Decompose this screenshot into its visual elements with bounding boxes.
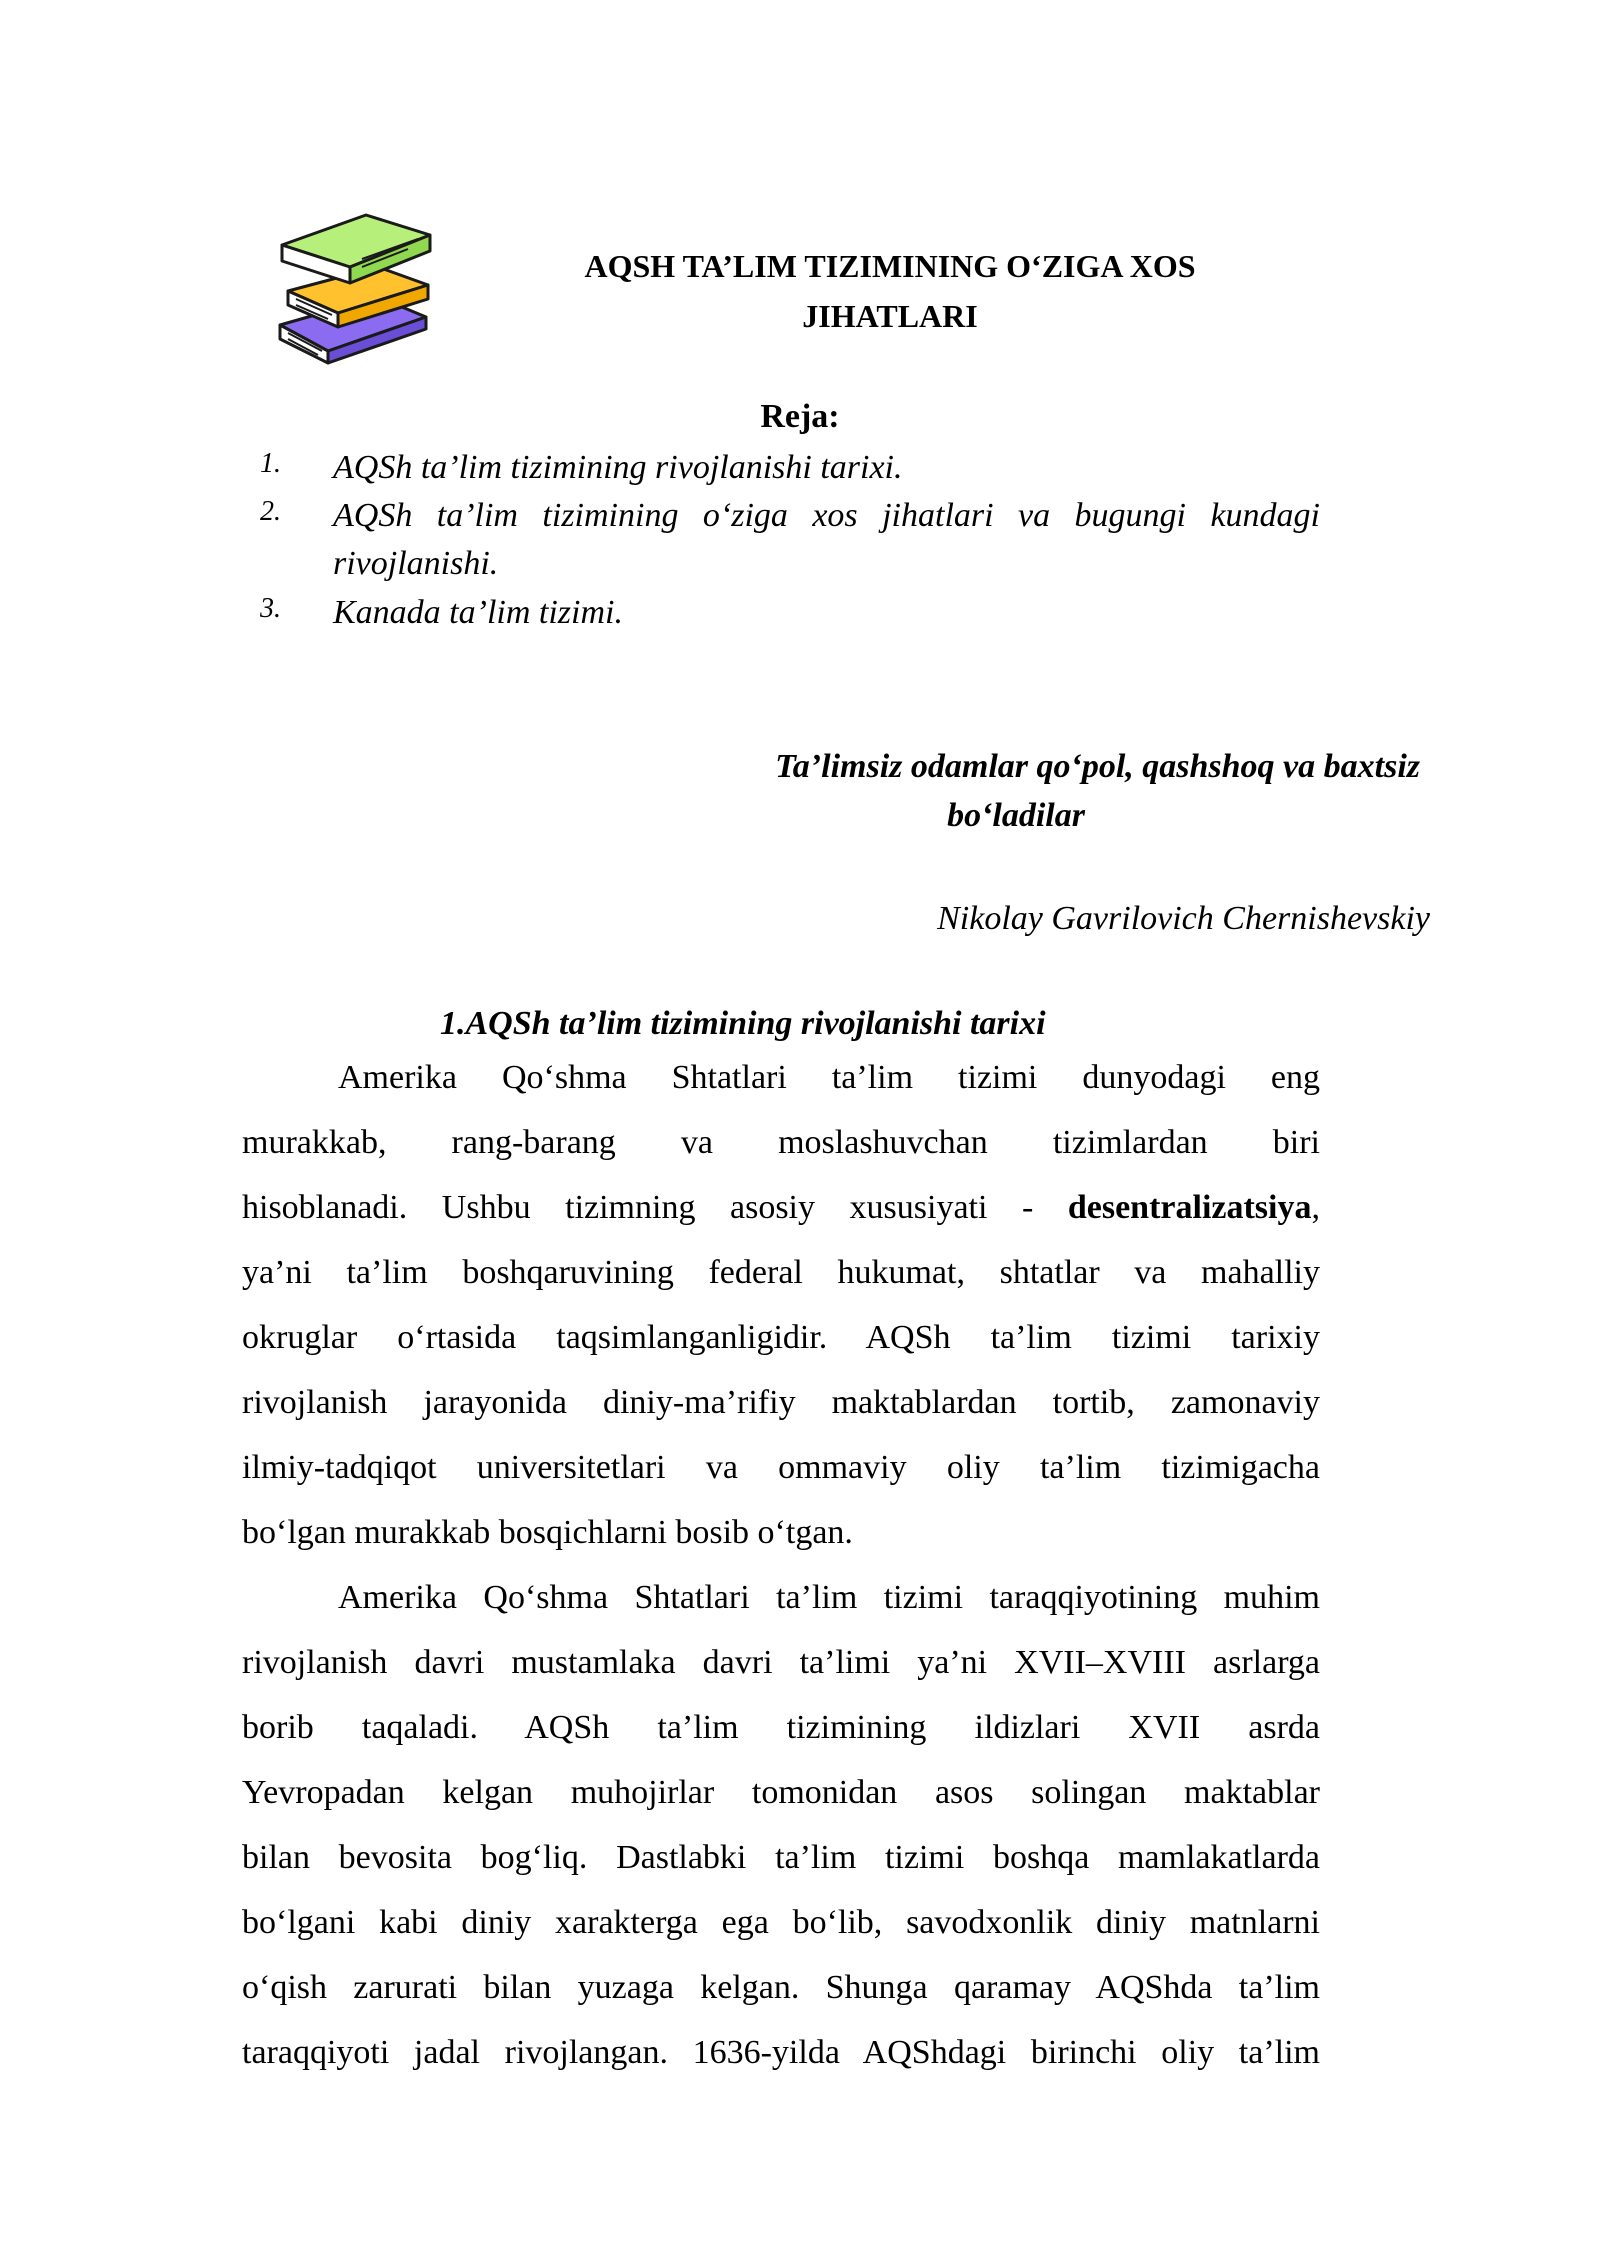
plan-item-text: AQSh ta’lim tizimining rivojlanishi tarixi. <box>333 449 903 486</box>
paragraph-line: rivojlanish davri mustamlaka davri ta’limi ya’ni XVII–XVIII asrlarga <box>242 1644 1320 1681</box>
paragraph-line: bo‘lgan murakkab bosqichlarni bosib o‘tgan. <box>242 1514 853 1551</box>
plan-item-number: 1. <box>260 448 281 479</box>
paragraph-line: taraqqiyoti jadal rivojlangan. 1636-yilda AQShdagi birinchi oliy ta’lim <box>242 2034 1320 2071</box>
paragraph-line: Amerika Qo‘shma Shtatlari ta’lim tizimi dunyodagi eng <box>338 1059 1320 1096</box>
page-title-line-2: JIHATLARI <box>802 298 978 334</box>
key-term: desentralizatsiya <box>1067 1189 1312 1226</box>
paragraph-line: o‘qish zarurati bilan yuzaga kelgan. Shunga qaramay AQShda ta’lim <box>242 1969 1320 2006</box>
paragraph-line <box>242 1188 1320 1228</box>
section-heading: 1.AQSh ta’lim tizimining rivojlanishi tarixi <box>440 1005 1046 1042</box>
plan-heading: Reja: <box>760 398 840 435</box>
paragraph-line: okruglar o‘rtasida taqsimlanganligidir. AQSh ta’lim tizimi tarixiy <box>242 1319 1320 1356</box>
paragraph-line: bilan bevosita bog‘liq. Dastlabki ta’lim tizimi boshqa mamlakatlarda <box>242 1839 1320 1876</box>
books-stack-icon <box>258 205 434 367</box>
plan-item-text-continued: rivojlanishi. <box>333 545 499 582</box>
paragraph-punctuation: , <box>1311 1189 1320 1226</box>
plan-item-text: AQSh ta’lim tizimining o‘ziga xos jihatlari va bugungi kundagi <box>333 497 1320 534</box>
paragraph-line: ya’ni ta’lim boshqaruvining federal hukumat, shtatlar va mahalliy <box>242 1254 1320 1291</box>
paragraph-line: ilmiy-tadqiqot universitetlari va ommaviy oliy ta’lim tizimigacha <box>242 1449 1320 1486</box>
paragraph-line: bo‘lgani kabi diniy xarakterga ega bo‘lib, savodxonlik diniy matnlarni <box>242 1904 1320 1941</box>
plan-item-text: Kanada ta’lim tizimi. <box>333 594 623 631</box>
paragraph-line: murakkab, rang-barang va moslashuvchan tizimlardan biri <box>242 1124 1320 1161</box>
epigraph-quote-line-2: bo‘ladilar <box>947 797 1085 834</box>
page-title-line-1: AQSH TA’LIM TIZIMINING O‘ZIGA XOS <box>584 248 1196 284</box>
plan-item-number: 3. <box>260 593 281 624</box>
paragraph-line: Yevropadan kelgan muhojirlar tomonidan asos solingan maktablar <box>242 1774 1320 1811</box>
paragraph-line: borib taqaladi. AQSh ta’lim tizimining ildizlari XVII asrda <box>242 1709 1320 1746</box>
epigraph-quote-line-1: Ta’limsiz odamlar qo‘pol, qashshoq va baxtsiz <box>775 748 1420 785</box>
paragraph-text: hisoblanadi. Ushbu tizimning asosiy xususiyati - <box>242 1189 1034 1226</box>
paragraph-line: rivojlanish jarayonida diniy-ma’rifiy maktablardan tortib, zamonaviy <box>242 1384 1320 1421</box>
paragraph-line: Amerika Qo‘shma Shtatlari ta’lim tizimi taraqqiyotining muhim <box>338 1579 1320 1616</box>
plan-item-number: 2. <box>260 496 281 527</box>
epigraph-author: Nikolay Gavrilovich Chernishevskiy <box>937 900 1430 937</box>
